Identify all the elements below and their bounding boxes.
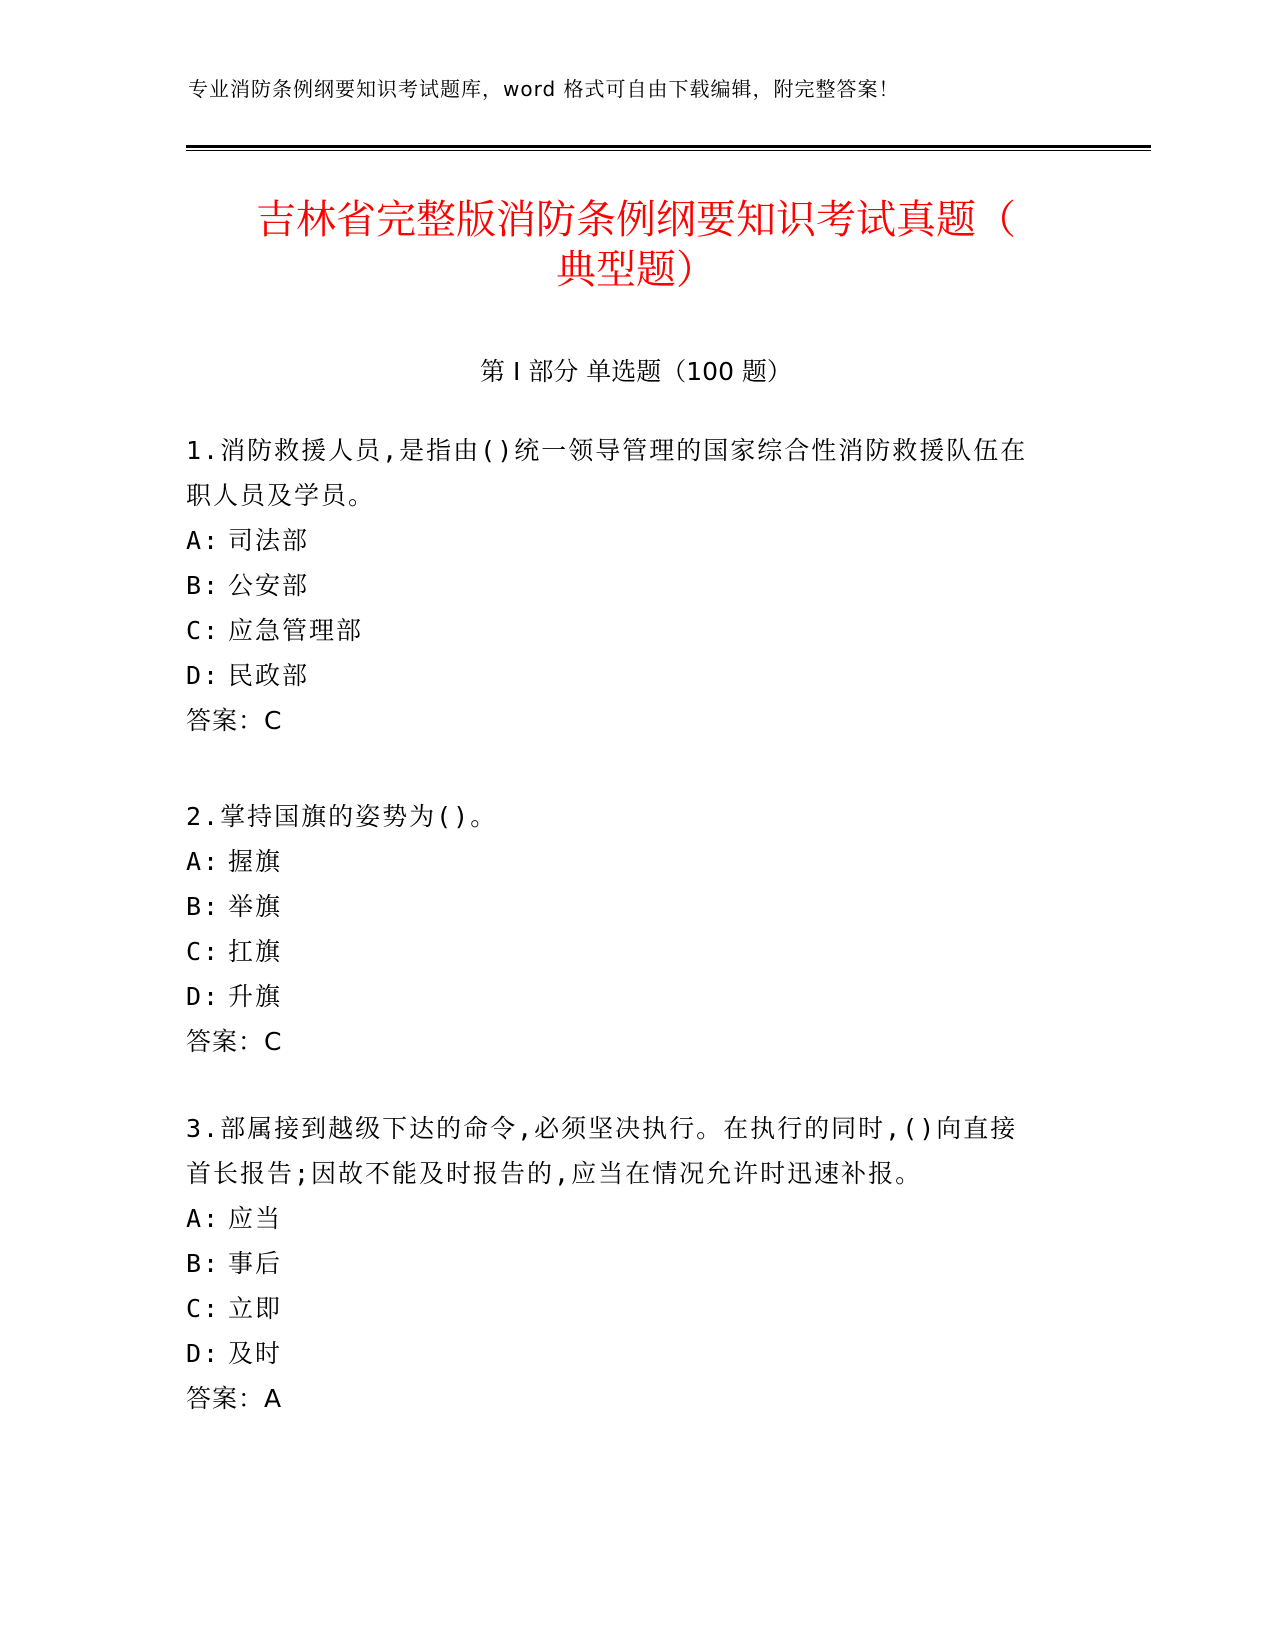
question-1-option-a <box>186 518 1086 563</box>
option-letter: A: <box>186 847 221 876</box>
question-2-option-c <box>186 929 1086 974</box>
question-2-option-d <box>186 974 1086 1019</box>
option-text: 握旗 <box>228 847 283 876</box>
question-3-answer: 答案：A <box>186 1384 283 1413</box>
option-letter: D: <box>186 1339 221 1368</box>
option-text: 立即 <box>228 1294 283 1323</box>
document-title-line1: 吉林省完整版消防条例纲要知识考试真题（ <box>256 197 1016 243</box>
section-heading: 第 I 部分 单选题（100 题） <box>480 357 792 386</box>
option-text: 公安部 <box>228 571 310 600</box>
header-note: 专业消防条例纲要知识考试题库，word 格式可自由下载编辑，附完整答案！ <box>188 77 900 101</box>
option-text: 及时 <box>228 1339 283 1368</box>
option-letter: A: <box>186 1204 221 1233</box>
question-2-option-a <box>186 839 1086 884</box>
option-letter: D: <box>186 982 221 1011</box>
question-1-option-c <box>186 608 1086 653</box>
question-1-answer: 答案：C <box>186 706 283 735</box>
option-text: 应当 <box>228 1204 283 1233</box>
question-3-option-c <box>186 1286 1086 1331</box>
option-letter: D: <box>186 661 221 690</box>
question-3-option-d <box>186 1331 1086 1376</box>
question-2 <box>186 794 1086 1064</box>
question-3 <box>186 1106 1086 1421</box>
question-2-answer: 答案：C <box>186 1027 283 1056</box>
option-letter: B: <box>186 1249 221 1278</box>
option-letter: C: <box>186 616 221 645</box>
question-3-text-line2: 首长报告;因故不能及时报告的,应当在情况允许时迅速补报。 <box>186 1159 923 1188</box>
question-3-option-a <box>186 1196 1086 1241</box>
question-2-option-b <box>186 884 1086 929</box>
question-3-text-line1: 3.部属接到越级下达的命令,必须坚决执行。在执行的同时,()向直接 <box>186 1114 1018 1143</box>
option-letter: C: <box>186 1294 221 1323</box>
question-1-option-b <box>186 563 1086 608</box>
document-title-line2: 典型题） <box>556 247 716 293</box>
option-text: 扛旗 <box>228 937 283 966</box>
question-1-text-line2: 职人员及学员。 <box>186 481 376 510</box>
option-letter: C: <box>186 937 221 966</box>
question-3-option-b <box>186 1241 1086 1286</box>
option-text: 应急管理部 <box>228 616 364 645</box>
question-1-text-line1: 1.消防救援人员,是指由()统一领导管理的国家综合性消防救援队伍在 <box>186 436 1028 465</box>
option-letter: A: <box>186 526 221 555</box>
option-text: 司法部 <box>228 526 310 555</box>
question-1 <box>186 428 1086 743</box>
header-divider-thin <box>186 150 1151 151</box>
option-text: 民政部 <box>228 661 310 690</box>
option-text: 举旗 <box>228 892 283 921</box>
option-text: 升旗 <box>228 982 283 1011</box>
question-1-option-d <box>186 653 1086 698</box>
header-divider-thick <box>186 145 1151 148</box>
option-letter: B: <box>186 571 221 600</box>
question-2-text-line1: 2.掌持国旗的姿势为()。 <box>186 802 498 831</box>
option-text: 事后 <box>228 1249 283 1278</box>
option-letter: B: <box>186 892 221 921</box>
